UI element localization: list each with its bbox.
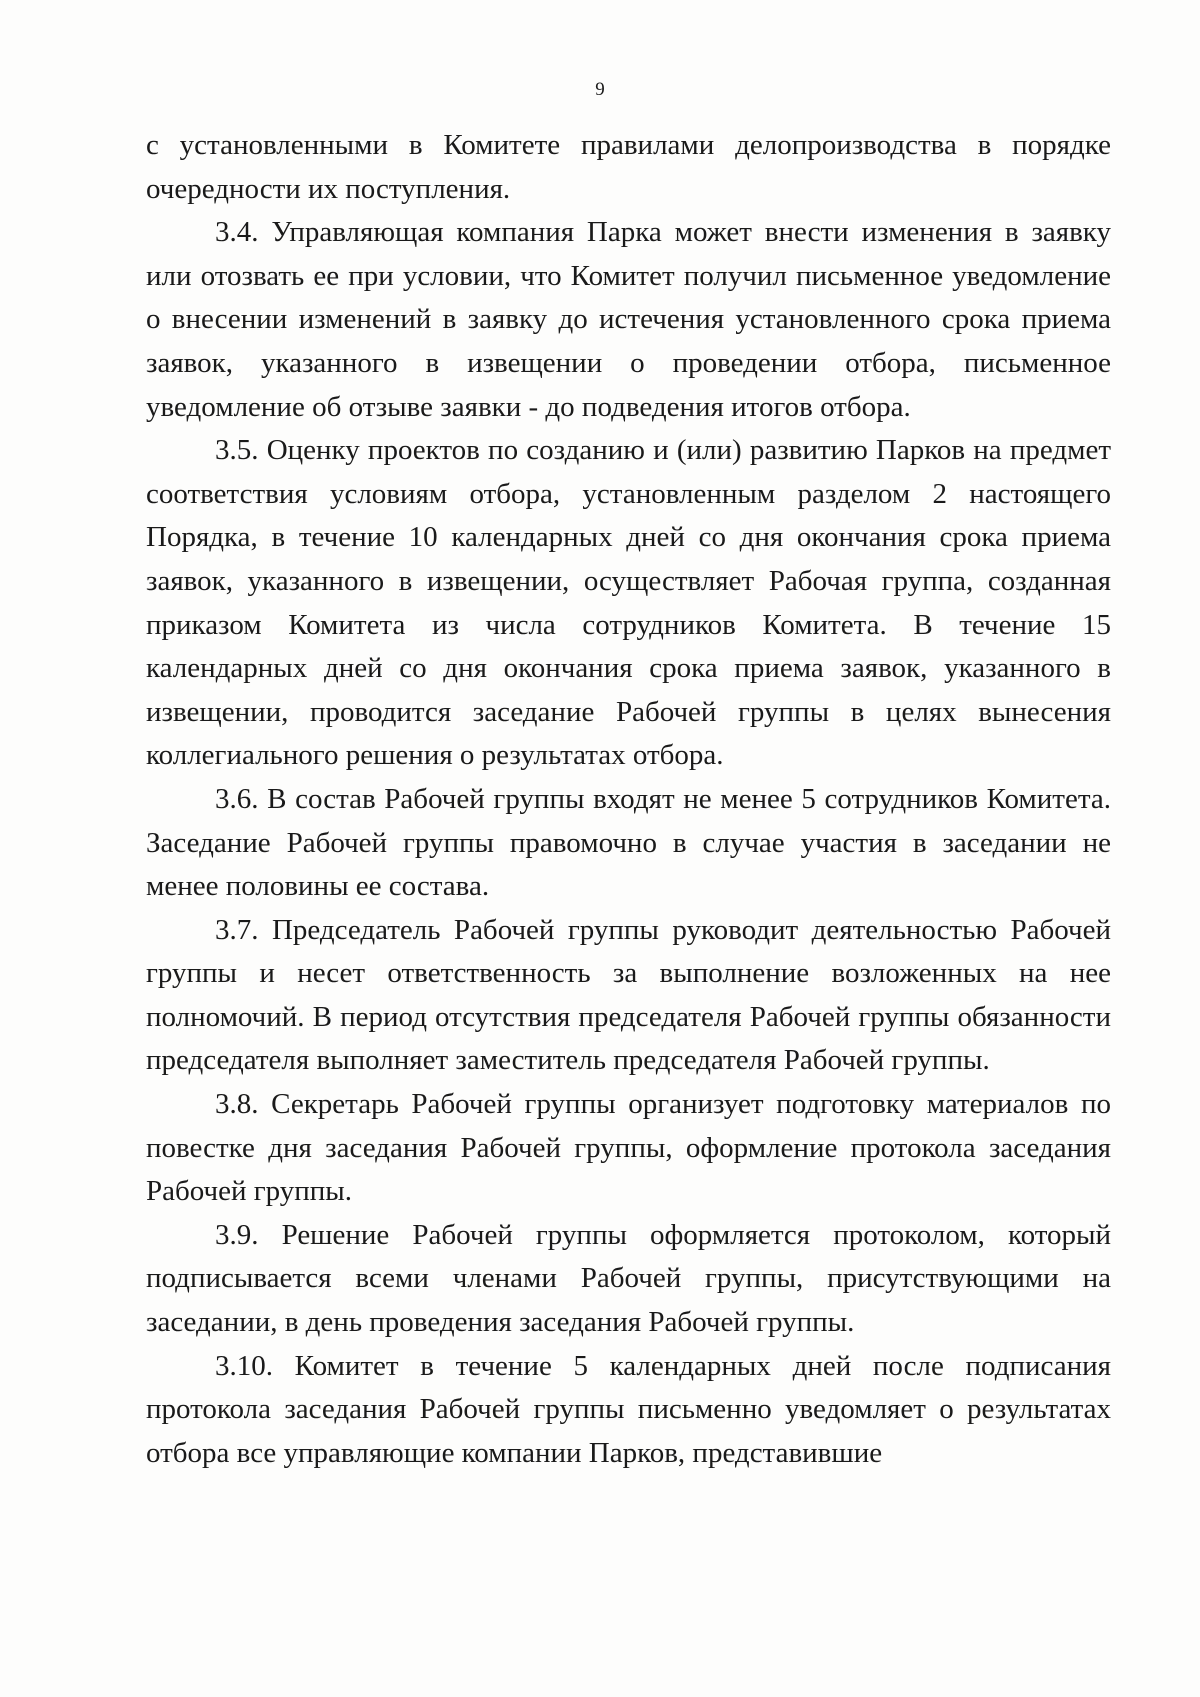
- paragraph-3-9: 3.9. Решение Рабочей группы оформляется протоколом, который подписывается всеми членами Рабочей группы, присутствующими на заседании, в день проведения заседания Рабочей группы.: [146, 1218, 1111, 1339]
- page-number: 9: [595, 79, 605, 100]
- paragraph-continuation: с установленными в Комитете правилами делопроизводства в порядке очередности их поступления.: [146, 129, 1111, 205]
- paragraph-3-10: 3.10. Комитет в течение 5 календарных дней после подписания протокола заседания Рабочей группы письменно уведомляет о результатах отбора все управляющие компании Парков, представившие: [146, 1349, 1111, 1469]
- paragraph-3-5: 3.5. Оценку проектов по созданию и (или) развитию Парков на предмет соответствия условиям отбора, установленным разделом 2 настоящего Порядка, в течение 10 календарных дней со дня окончания срока приема заявок, указанного в извещении, осуществляет Рабочая группа, созданная приказом Комитета из числа сотрудников Комитета. В течение 15 календарных дней со дня окончания срока приема заявок, указанного в извещении, проводится заседание Рабочей группы в целях вынесения коллегиального решения о результатах отбора.: [146, 434, 1111, 772]
- paragraph-3-8: 3.8. Секретарь Рабочей группы организует подготовку материалов по повестке дня заседания Рабочей группы, оформление протокола заседания Рабочей группы.: [146, 1088, 1111, 1208]
- paragraph-3-7: 3.7. Председатель Рабочей группы руководит деятельностью Рабочей группы и несет ответственность за выполнение возложенных на нее полномочий. В период отсутствия председателя Рабочей группы обязанности председателя выполняет заместитель председателя Рабочей группы.: [146, 913, 1111, 1077]
- paragraph-3-6: 3.6. В состав Рабочей группы входят не менее 5 сотрудников Комитета. Заседание Рабочей группы правомочно в случае участия в заседании не менее половины ее состава.: [146, 782, 1111, 903]
- paragraph-3-4: 3.4. Управляющая компания Парка может внести изменения в заявку или отозвать ее при условии, что Комитет получил письменное уведомление о внесении изменений в заявку до истечения установленного срока приема заявок, указанного в извещении о проведении отбора, письменное уведомление об отзыве заявки - до подведения итогов отбора.: [146, 216, 1111, 423]
- document-body: [146, 124, 1111, 1475]
